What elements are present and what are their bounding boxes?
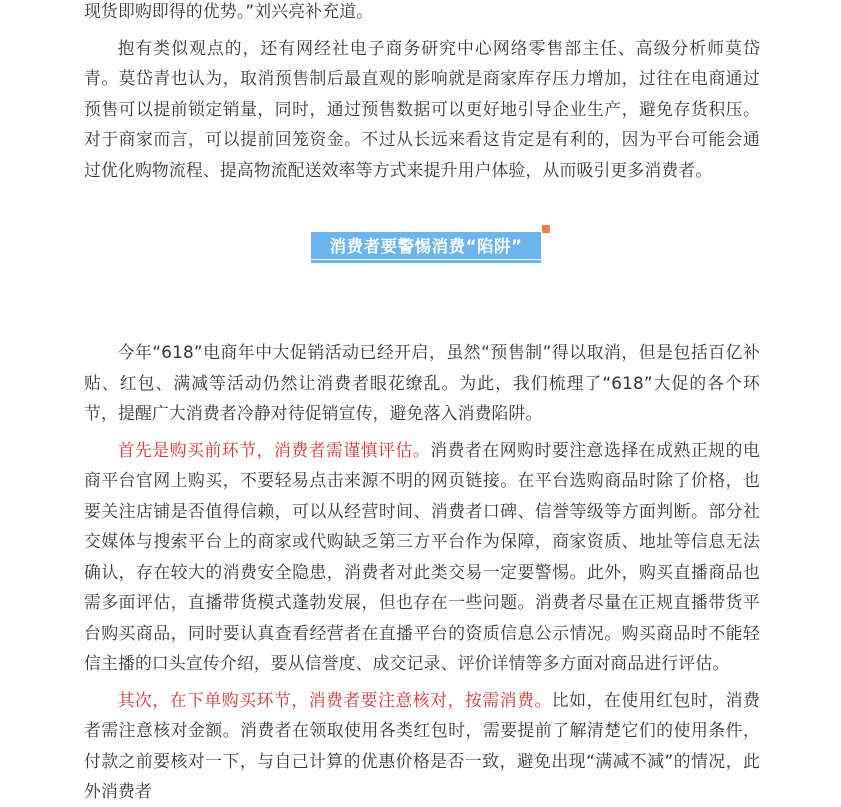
- paragraph-ordering: [84, 685, 760, 807]
- article-body: [84, 0, 760, 807]
- section-title: 消费者要警惕消费“陷阱”: [329, 237, 523, 256]
- body-ordering: 比如，在使用红包时，消费者需注意核对金额。消费者在领取使用各类红包时，需要提前了解清楚它们的使用条件，付款之前要核对一下，与自己计算的优惠价格是否一致，避免出现“满减不减”的情况，此外消费者: [84, 689, 760, 801]
- section-header-accent: [542, 225, 550, 233]
- section-header-box: [311, 232, 541, 263]
- paragraph-618-intro: 今年“618”电商年中大促销活动已经开启，虽然“预售制”得以取消，但是包括百亿补贴、红包、满减等活动仍然让消费者眼花缭乱。为此，我们梳理了“618”大促的各个环节，提醒广大消费者冷静对待促销宣传，避免落入消费陷阱。: [84, 342, 760, 423]
- section-header: [84, 185, 760, 335]
- paragraph-quote-end: 现货即购即得的优势。”刘兴亮补充道。: [84, 1, 374, 21]
- highlight-ordering: 其次，在下单购买环节，消费者要注意核对，按需消费。: [117, 689, 552, 710]
- paragraph-analyst-view: 抱有类似观点的，还有网经社电子商务研究中心网络零售部主任、高级分析师莫岱青。莫岱青也认为，取消预售制后最直观的影响就是商家库存压力增加，过往在电商通过预售可以提前锁定销量，同时，通过预售数据可以更好地引导企业生产，避免存货积压。对于商家而言，可以提前回笼资金。不过从长远来看这肯定是有利的，因为平台可能会通过优化购物流程、提高物流配送效率等方式来提升用户体验，从而吸引更多消费者。: [84, 37, 760, 180]
- body-before-purchase: 消费者在网购时要注意选择在成熟正规的电商平台官网上购买，不要轻易点击来源不明的网页链接。在平台选购商品时除了价格，也要关注店铺是否值得信赖，可以从经营时间、消费者口碑、信誉等级等方面判断。部分社交媒体与搜索平台上的商家或代购缺乏第三方平台作为保障，商家资质、地址等信息无法确认，存在较大的消费安全隐患，消费者对此类交易一定要警惕。此外，购买直播商品也需多面评估，直播带货模式蓬勃发展，但也存在一些问题。消费者尽量在正规直播带货平台购买商品，同时要认真查看经营者在直播平台的资质信息公示情况。购买商品时不能轻信主播的口头宣传介绍，要从信誉度、成交记录、评价详情等多方面对商品进行评估。: [84, 439, 760, 673]
- highlight-before-purchase: 首先是购买前环节，消费者需谨慎评估。: [117, 439, 431, 460]
- paragraph-before-purchase: [84, 435, 760, 679]
